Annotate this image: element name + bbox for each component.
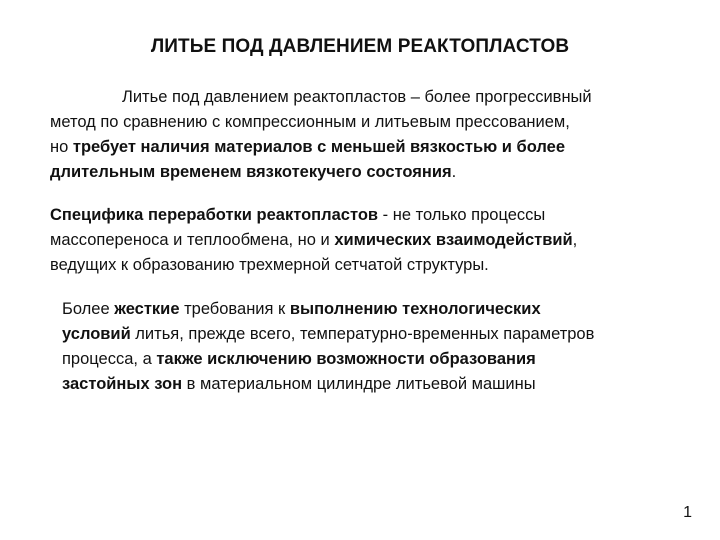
paragraph-intro — [50, 85, 690, 185]
paragraph-intro-line-1 — [50, 85, 690, 110]
paragraph-intro-line-2 — [50, 110, 690, 135]
paragraph-intro-line-4 — [50, 160, 690, 185]
paragraph-specifics-line-2 — [50, 228, 690, 253]
text-run: массопереноса и теплообмена, но и — [50, 231, 335, 249]
paragraph-specifics — [50, 203, 690, 278]
paragraph-specifics-line-1 — [50, 203, 690, 228]
bold-text-run: выполнению технологических — [289, 300, 541, 318]
slide-title: ЛИТЬЕ ПОД ДАВЛЕНИЕМ РЕАКТОПЛАСТОВ — [150, 36, 570, 57]
text-run: , — [572, 231, 578, 249]
bold-text-run: длительным временем вязкотекучего состояния — [50, 163, 452, 181]
bold-text-run: застойных зон — [62, 375, 183, 393]
text-run: литья, прежде всего, температурно-временных параметров — [130, 325, 595, 343]
text-run: процесса, а — [62, 350, 157, 368]
bold-text-run: условий — [62, 325, 131, 343]
paragraph-requirements-line-3 — [60, 347, 700, 372]
text-run: метод по сравнению с компрессионным и литьевым прессованием, — [50, 113, 570, 131]
page-number: 1 — [683, 504, 692, 521]
text-run: Литье под давлением реактопластов – более прогрессивный — [122, 88, 592, 106]
paragraph-requirements — [60, 297, 700, 397]
paragraph-requirements-line-4 — [60, 372, 700, 397]
text-run: Более — [62, 300, 115, 318]
text-run: - не только процессы — [378, 206, 546, 224]
bold-text-run: требует наличия материалов с меньшей вязкостью и более — [72, 138, 565, 156]
text-run: . — [451, 163, 457, 181]
bold-text-run: химических взаимодействий — [334, 231, 573, 249]
text-run: в материальном цилиндре литьевой машины — [182, 375, 536, 393]
paragraph-requirements-line-2 — [60, 322, 700, 347]
text-run: требования к — [179, 300, 290, 318]
bold-text-run: также исключению возможности образования — [156, 350, 536, 368]
paragraph-intro-line-3 — [50, 135, 690, 160]
bold-text-run: жесткие — [114, 300, 180, 318]
paragraph-requirements-line-1 — [60, 297, 700, 322]
paragraph-specifics-line-3 — [50, 253, 690, 278]
text-run: но — [50, 138, 73, 156]
bold-text-run: Специфика переработки реактопластов — [50, 206, 379, 224]
text-run: ведущих к образованию трехмерной сетчатой структуры. — [50, 256, 489, 274]
